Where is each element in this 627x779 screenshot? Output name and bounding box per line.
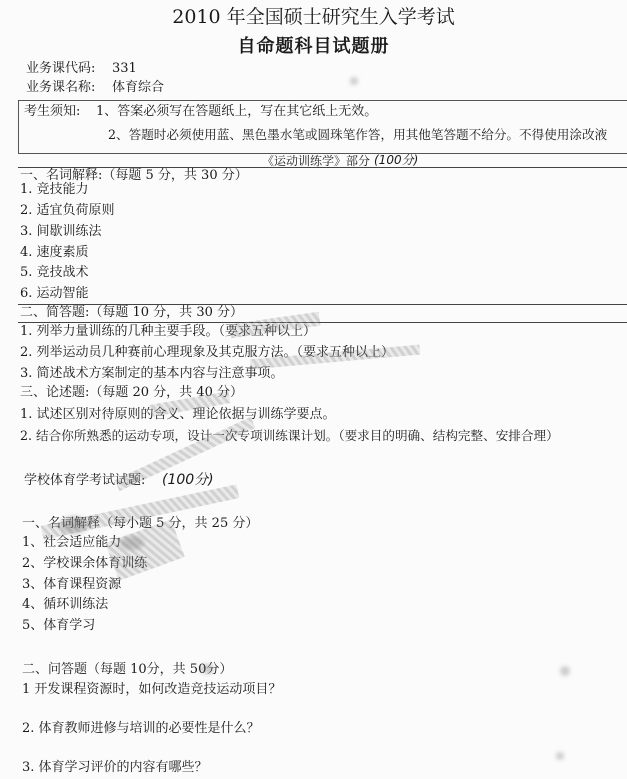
part1-score-handwritten: (100分) xyxy=(374,153,419,167)
scan-speck xyxy=(556,752,564,760)
list-item: 2、学校课余体育训练 xyxy=(22,556,148,571)
divider xyxy=(18,322,627,323)
list-item: 2. 列举运动员几种赛前心理现象及其克服方法。（要求五种以上） xyxy=(20,345,395,360)
scan-speck xyxy=(350,77,358,85)
part1-section3-heading: 三、论述题:（每题 20 分，共 40 分） xyxy=(20,385,243,400)
list-item: 1. 竞技能力 xyxy=(20,182,89,197)
part1-section2-heading: 二、简答题:（每题 10 分，共 30 分） xyxy=(20,305,243,320)
list-item: 3. 体育学习评价的内容有哪些？ xyxy=(22,760,208,775)
list-item: 2. 结合你所熟悉的运动专项，设计一次专项训练课计划。（要求目的明确、结构完整、安排合理） xyxy=(20,428,559,443)
part2-title: 学校体育学考试试题: xyxy=(24,473,146,488)
list-item: 4. 速度素质 xyxy=(20,245,89,260)
list-item: 3. 间歇训练法 xyxy=(20,224,102,239)
scan-smudge xyxy=(120,536,144,550)
notice-item-2: 2、答题时必须使用蓝、黑色墨水笔或圆珠笔作答，用其他笔答题不给分。不得使用涂改液 xyxy=(108,127,608,142)
list-item: 3. 简述战术方案制定的基本内容与注意事项。 xyxy=(20,366,284,381)
list-item: 1、社会适应能力 xyxy=(22,535,122,550)
part2-section2-heading: 二、问答题（每题 10分，共 50分） xyxy=(22,662,233,677)
part1-section1-heading: 一、名词解释:（每题 5 分，共 30 分） xyxy=(20,168,248,183)
scan-smudge xyxy=(200,664,214,674)
part2-score-handwritten: (100分) xyxy=(162,472,214,488)
course-name-label: 业务课名称: xyxy=(26,80,96,95)
list-item: 5. 竞技战术 xyxy=(20,265,89,280)
course-code-value: 331 xyxy=(112,61,137,76)
course-code-label: 业务课代码: xyxy=(26,61,96,76)
scan-speck xyxy=(560,666,570,676)
list-item: 6. 运动智能 xyxy=(20,286,89,301)
exam-title: 2010 年全国硕士研究生入学考试 xyxy=(172,6,455,28)
list-item: 2. 适宜负荷原则 xyxy=(20,203,115,218)
notice-item-1: 1、答案必须写在答题纸上，写在其它纸上无效。 xyxy=(96,104,378,119)
list-item: 1. 列举力量训练的几种主要手段。（要求五种以上） xyxy=(20,324,317,339)
scan-smudge xyxy=(60,516,88,534)
exam-subtitle: 自命题科目试题册 xyxy=(237,36,390,57)
part2-section1-heading: 一、名词解释（每小题 5 分，共 25 分） xyxy=(22,516,259,531)
notice-label: 考生须知: xyxy=(24,104,81,119)
list-item: 3、体育课程资源 xyxy=(22,577,122,592)
list-item: 1 开发课程资源时，如何改造竞技运动项目？ xyxy=(22,682,282,697)
list-item: 2. 体育教师进修与培训的必要性是什么？ xyxy=(22,721,260,736)
list-item: 5、体育学习 xyxy=(22,618,96,633)
list-item: 1. 试述区别对待原则的含义、理论依据与训练学要点。 xyxy=(20,407,336,422)
part1-title: 《运动训练学》部分 xyxy=(262,154,371,168)
course-name-value: 体育综合 xyxy=(112,80,165,95)
list-item: 4、循环训练法 xyxy=(22,597,109,612)
